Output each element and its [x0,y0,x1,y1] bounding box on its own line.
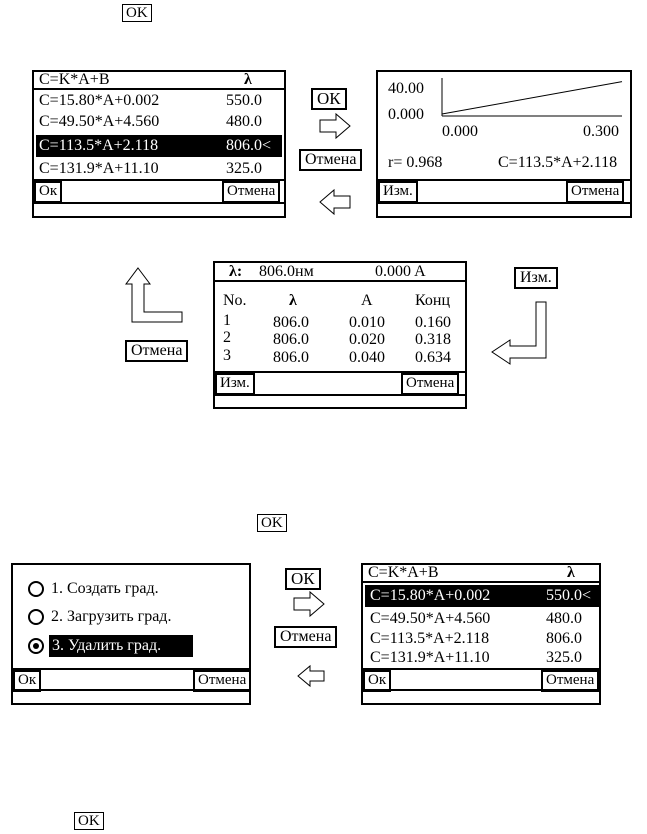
radio-selected-icon[interactable] [28,638,44,654]
cell-no: 1 [223,312,231,329]
list-header-formula: C=K*A+B [368,564,439,581]
cell-no: 2 [223,329,231,346]
left-arrow-icon [296,664,326,688]
absorbance-value: 0.000 A [375,263,426,280]
formula-label: C=113.5*A+2.118 [498,154,618,171]
cancel-button[interactable]: Отмена [193,670,251,692]
list-item-lambda: 806.0 [546,630,582,647]
cancel-button[interactable]: Отмена [401,373,459,395]
ok-key-mark-bottom: OK [74,812,104,830]
calibration-list-screen [32,70,286,218]
menu-option-label: 1. Создать град. [51,580,159,597]
list-header-lambda: λ [567,564,575,581]
cell-a: 0.040 [349,349,385,366]
cancel-button[interactable]: Отмена [541,670,599,692]
selected-list-item[interactable] [365,585,599,607]
measurements-screen [213,261,467,409]
list-item-formula[interactable]: C=49.50*A+4.560 [39,113,160,130]
list-item-formula[interactable]: C=113.5*A+2.118 [370,630,490,647]
ok-button[interactable]: Ок [363,670,391,692]
radio-icon[interactable] [28,609,44,625]
list-item-lambda: 325.0 [546,649,582,666]
cell-a: 0.010 [349,314,385,331]
ok-key-mark-middle: OK [257,514,287,532]
flow-ok-label: ОК [285,568,321,590]
calibration-series-line [442,82,622,114]
selected-list-item[interactable] [36,135,282,157]
edit-button[interactable]: Изм. [215,373,255,395]
bent-arrow-up-icon [124,266,186,326]
cell-conc: 0.318 [415,331,451,348]
column-header: A [361,292,373,309]
radio-icon[interactable] [28,581,44,597]
cancel-button[interactable]: Отмена [566,181,624,203]
calibration-list-screen-2 [361,563,601,705]
list-item-lambda: 325.0 [226,160,262,177]
ok-button[interactable]: Ок [13,670,41,692]
calibration-chart [442,78,624,120]
list-item-lambda: 480.0 [546,610,582,627]
flow-cancel-label: Отмена [274,626,337,648]
list-item-lambda: 550.0< [546,587,592,604]
flow-cancel-label: Отмена [125,340,188,362]
cell-no: 3 [223,347,231,364]
flow-ok-label: ОК [311,88,347,110]
list-item-lambda: 550.0 [226,92,262,109]
correlation-label: r= 0.968 [388,154,443,171]
x-axis-min-label: 0.000 [442,123,478,140]
list-item-formula[interactable]: C=131.9*A+11.10 [370,649,490,666]
cell-lambda: 806.0 [273,314,309,331]
y-axis-max-label: 40.00 [388,80,424,97]
list-header-lambda: λ [244,71,252,88]
menu-option-label: 2. Загрузить град. [51,608,172,625]
cell-conc: 0.634 [415,349,451,366]
flow-cancel-label: Отмена [299,149,362,171]
list-item-formula[interactable]: C=15.80*A+0.002 [39,92,160,109]
menu-option-label: 3. Удалить град. [52,637,162,654]
column-header: λ [289,292,297,309]
cancel-button[interactable]: Отмена [222,181,280,203]
x-axis-max-label: 0.300 [583,123,619,140]
list-item-formula: C=113.5*A+2.118 [39,137,159,154]
list-item-formula[interactable]: C=49.50*A+4.560 [370,610,491,627]
edit-button[interactable]: Изм. [378,181,418,203]
calibration-graph-screen [376,70,632,218]
list-item-formula: C=15.80*A+0.002 [370,587,491,604]
right-arrow-icon [318,112,352,140]
cell-lambda: 806.0 [273,349,309,366]
column-header: No. [223,292,247,309]
column-header: Конц [415,292,450,309]
ok-key-mark-top: OK [122,4,152,22]
flow-edit-label: Изм. [514,267,558,289]
cell-lambda: 806.0 [273,331,309,348]
list-item-lambda: 806.0< [226,137,272,154]
bent-arrow-icon [490,300,550,366]
list-header-formula: C=K*A+B [39,71,110,88]
cell-conc: 0.160 [415,314,451,331]
right-arrow-icon [292,590,326,618]
list-item-formula[interactable]: C=131.9*A+11.10 [39,160,159,177]
wavelength-label: λ: [229,263,243,280]
ok-button[interactable]: Ок [34,181,62,203]
list-item-lambda: 480.0 [226,113,262,130]
left-arrow-icon [318,188,352,216]
selected-menu-option[interactable] [49,635,193,657]
wavelength-value: 806.0нм [259,263,314,280]
cell-a: 0.020 [349,331,385,348]
calibration-menu-screen [11,563,251,705]
y-axis-min-label: 0.000 [388,106,424,123]
